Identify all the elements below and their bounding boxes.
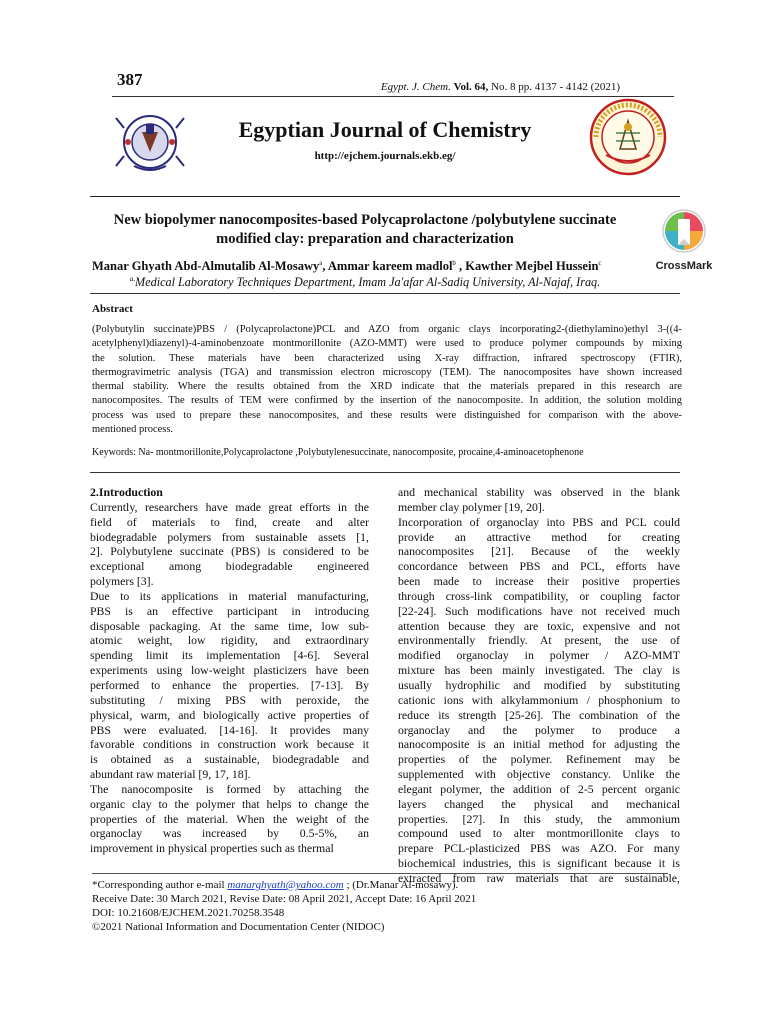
journal-reference: [0, 81, 620, 93]
body-line: improvement in physical properties such as thermal: [90, 841, 334, 856]
body-line: The nanocomposite is formed by attaching the: [90, 781, 369, 796]
body-line: attention because they are toxic, expensive and not: [398, 618, 680, 633]
body-line: field of materials to find, create and alter: [90, 514, 369, 529]
body-line: organoclay was increased by 0.5-5%, an: [90, 826, 369, 841]
body-line: mixture has been mainly investigated. The clay is: [398, 663, 680, 678]
body-line: usually hydrophilic and modified by substituting: [398, 677, 680, 692]
body-line: properties of the polymer. Refinement may be: [398, 752, 680, 767]
left-column: [90, 485, 369, 856]
body-line: spending limit its implementation [4-6]. Several: [90, 648, 369, 663]
author-3-affil: c: [598, 259, 602, 267]
body-line: organoclay and the polymer to produce a: [398, 722, 680, 737]
body-line: nanocomposite is an initial method for adjusting the: [398, 737, 680, 752]
abstract-line: mentioned process.: [92, 424, 174, 436]
abstract-line: the solution. These materials have been characterized using X-ray diffraction, infrared spectroscopy (FTIR),: [92, 352, 682, 364]
abstract-line: (Polybutylin succinate)PBS / (Polycaprolactone)PCL and AZO from organic clays incorporating2-(diethylamino)ethyl 3-((4-: [92, 324, 682, 335]
affiliation-text: Medical Laboratory Techniques Department, Imam Ja'afar Al-Sadiq University, Al-Najaf, Iraq.: [135, 275, 601, 290]
body-line: PBS were evaluated. [14-16]. It provides many: [90, 722, 369, 737]
affiliation-rule: [90, 293, 680, 294]
body-line: 2]. Polybutylene succinate (PBS) is considered to be: [90, 544, 369, 559]
body-line: concordance between PBS and PCL, efforts have: [398, 559, 680, 574]
keywords: Keywords: Na- montmorillonite,Polycaprolactone ,Polybutylenesuccinate, nanocomposite, procaine,4-aminoacetophenone: [92, 447, 584, 458]
section-heading-introduction: 2.Introduction: [90, 485, 163, 499]
body-line: and mechanical stability was observed in the blank: [398, 485, 680, 499]
abstract-line: process was used to prepare these nanocomposites, and these results were distinguished for comparison with the above-: [92, 409, 682, 421]
page-number: 387: [117, 70, 143, 89]
footnote: [92, 878, 682, 934]
body-line: prepare PCL-plasticized PBS was AZO. For many: [398, 841, 680, 856]
email-link[interactable]: manarghyath@yahoo.com: [227, 879, 344, 891]
body-line: atomic weight, low rigidity, and extraordinary: [90, 633, 369, 648]
affiliation: [92, 275, 638, 290]
body-line: reduce its strength [25-26]. The combination of the: [398, 707, 680, 722]
journal-abbrev: Egypt. J. Chem.: [380, 81, 451, 93]
article-dates: Receive Date: 30 March 2021, Revise Date: 08 April 2021, Accept Date: 16 April 2021: [92, 893, 477, 905]
body-line: biochemical industries, this is significant because it is: [398, 856, 680, 871]
body-line: performed to enhance the properties. [7-13]. By: [90, 677, 369, 692]
body-line: modified organoclay in polymer / AZO-MMT: [398, 648, 680, 663]
journal-title: Egyptian Journal of Chemistry: [238, 117, 532, 142]
body-line: Currently, researchers have made great efforts in the: [90, 499, 369, 514]
copyright: ©2021 National Information and Documentation Center (NIDOC): [92, 921, 385, 933]
body-line: elegant polymer, the addition of 2-5 percent organic: [398, 781, 680, 796]
body-line: exceptional among biodegradable engineered: [90, 559, 369, 574]
paper-title-line-1: New biopolymer nanocomposites-based Polycaprolactone /polybutylene succinate: [113, 212, 617, 228]
body-line: properties of the material. When the weight of the: [90, 811, 369, 826]
body-line: Incorporation of organoclay into PBS and PCL could: [398, 514, 680, 529]
doi[interactable]: DOI: 10.21608/EJCHEM.2021.70258.3548: [92, 907, 285, 919]
journal-volume: Vol. 64,: [453, 81, 489, 93]
body-line: properties. [27]. In this study, the ammonium: [398, 811, 680, 826]
author-list: [92, 259, 652, 274]
crossmark-icon: [654, 207, 714, 257]
author-1-affil: a: [319, 259, 323, 267]
body-line: abundant raw material [9, 17, 18].: [90, 767, 251, 782]
body-line: supplemented with objective constancy. Unlike the: [398, 767, 680, 782]
body-line: experiments using low-weight plasticizers have been: [90, 663, 369, 678]
body-line: biodegradable polymers from sustainable assets [1,: [90, 529, 369, 544]
masthead-rule: [90, 196, 680, 197]
body-line: layers changed the physical and mechanical: [398, 796, 680, 811]
body-line: disposable packaging. At the same time, low sub-: [90, 618, 369, 633]
abstract-line: thermogravimetric analysis (TGA) and transmission electron microscopy (TEM). The nanocomposites have shown increased: [92, 366, 682, 378]
abstract-rule: [90, 472, 680, 473]
body-line: environmentally friendly. At present, the use of: [398, 633, 680, 648]
abstract-heading: Abstract: [92, 303, 133, 315]
body-line: compound used to alter montmorillonite clays to: [398, 826, 680, 841]
abstract-line: thermal stability. Where the results obtained from the XRD indicate that the materials prepared in this research are: [92, 381, 682, 393]
body-line: is obtained as a sustainable, biodegradable and: [90, 752, 369, 767]
author-3: , Kawther Mejbel Hussein: [455, 259, 599, 274]
body-line: member clay polymer [19, 20].: [398, 499, 545, 514]
affiliation-marker: a,: [129, 275, 136, 283]
journal-url[interactable]: http://ejchem.journals.ekb.eg/: [314, 150, 456, 162]
body-line: organic clay to the polymer that helps to change the: [90, 796, 369, 811]
corresponding-prefix: *Corresponding author e-mail: [92, 879, 228, 891]
abstract-line: acetylphenyl)diazenyl)-4-aminobenzoate montmorillonite (AZO-MMT) were used to produce polymer compounds by mixing: [92, 338, 682, 350]
body-line: [22-24]. Such modifications have not received much: [398, 603, 680, 618]
author-1: Manar Ghyath Abd-Almutalib Al-Mosawy: [92, 259, 320, 274]
body-line: PBS is an effective participant in introducing: [90, 603, 369, 618]
body-line: extracted from raw materials that are sustainable,: [398, 870, 680, 885]
right-column: [398, 485, 680, 886]
body-line: cationic ions with alkylammonium / phosphonium to: [398, 692, 680, 707]
body-line: polymers [3].: [90, 574, 154, 589]
body-line: physical, warm, and biologically active properties of: [90, 707, 369, 722]
body-line: through cross-link compatibility, or coupling factor: [398, 588, 680, 603]
body-line: substituting / mixing PBS with peroxide, the: [90, 692, 369, 707]
paper-title-line-2: modified clay: preparation and characterization: [216, 231, 514, 247]
body-line: provide an attractive method for creating: [398, 529, 680, 544]
crossmark-label: CrossMark: [655, 260, 713, 272]
abstract-body: [92, 323, 682, 437]
corresponding-author: [92, 878, 682, 892]
body-line: nanocomposites [21]. Because of the weekly: [398, 544, 680, 559]
body-line: Due to its applications in material manufacturing,: [90, 588, 369, 603]
body-line: favorable conditions in construction work because it: [90, 737, 369, 752]
corresponding-suffix: ; (Dr.Manar Al-mosawy).: [343, 879, 459, 891]
footnote-rule: [92, 873, 668, 874]
abstract-line: nanocomposites. The results of TEM were confirmed by the insertion of the nanocomposite. In addition, the solution molding: [92, 395, 682, 407]
author-2-affil: b: [452, 259, 456, 267]
crossmark-badge[interactable]: [654, 207, 714, 272]
paper-title: [92, 211, 638, 249]
body-line: been made to increase their positive properties: [398, 574, 680, 589]
journal-issue-pages: No. 8 pp. 4137 - 4142 (2021): [491, 81, 620, 93]
author-2: , Ammar kareem madlol: [322, 259, 453, 274]
